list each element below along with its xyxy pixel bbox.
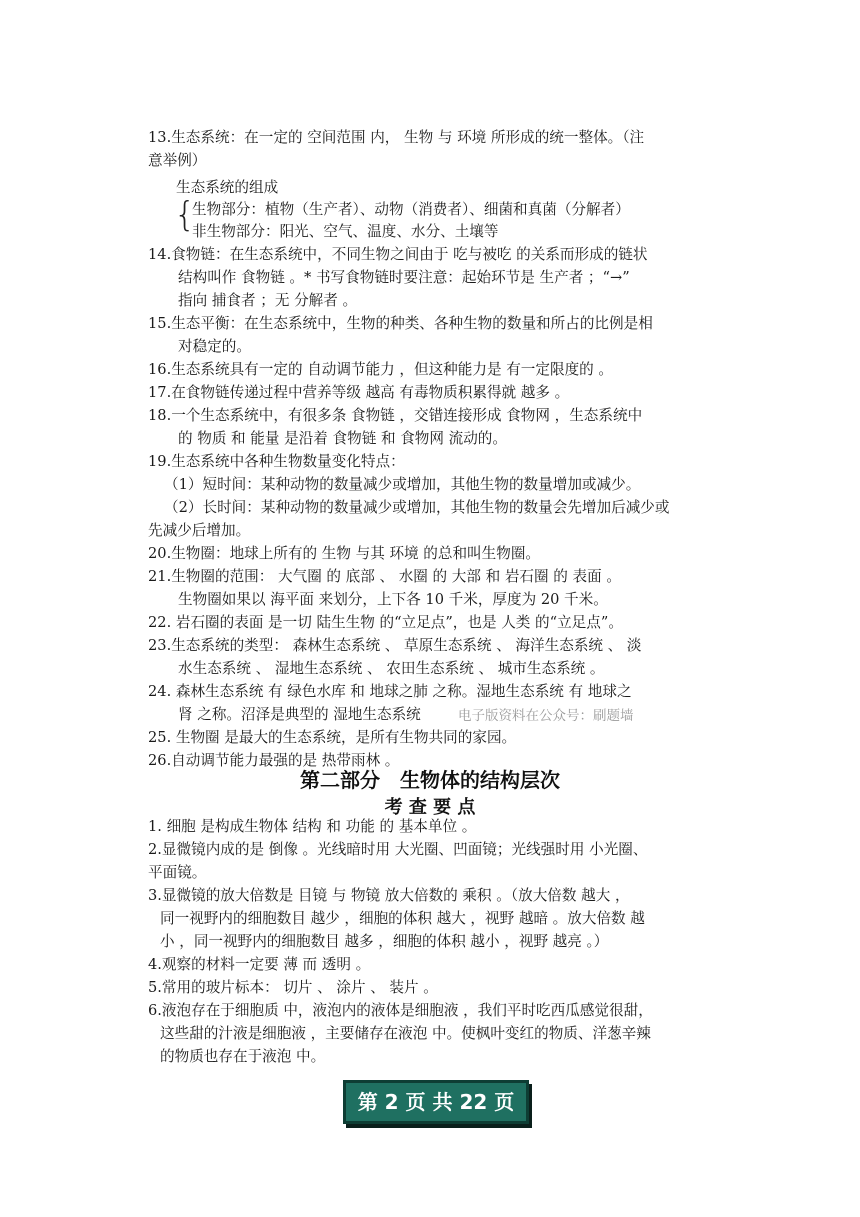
p2-item-3-cont2: 小 ，同一视野内的细胞数目 越多 ，细胞的体积 越小 ，视野 越亮 。） xyxy=(160,933,609,950)
p2-item-3-cont1: 同一视野内的细胞数目 越少 ，细胞的体积 越大 ，视野 越暗 。放大倍数 越 xyxy=(160,910,645,927)
p2-item-3: 3.显微镜的放大倍数是 目镜 与 物镜 放大倍数的 乘积 。（放大倍数 越大 ， xyxy=(148,887,630,904)
item-15: 15.生态平衡：在生态系统中，生物的种类、各种生物的数量和所占的比例是相 xyxy=(148,315,653,332)
item-25: 25. 生物圈 是最大的生态系统，是所有生物共同的家园。 xyxy=(148,729,517,746)
item-21-cont: 生物圈如果以 海平面 来划分，上下各 10 千米，厚度为 20 千米。 xyxy=(178,591,608,608)
p2-item-5: 5.常用的玻片标本： 切片 、 涂片 、 装片 。 xyxy=(148,979,438,996)
p2-item-2-cont: 平面镜。 xyxy=(148,864,207,881)
part2-subtitle: 考 查 要 点 xyxy=(384,797,476,818)
item-16: 16.生态系统具有一定的 自动调节能力 ，但这种能力是 有一定限度的 。 xyxy=(148,361,613,378)
abiotic-part: 非生物部分：阳光、空气、温度、水分、土壤等 xyxy=(192,223,499,240)
page-number-badge: 第 2 页 共 22 页 xyxy=(343,1080,529,1124)
biotic-part: 生物部分：植物（生产者）、动物（消费者）、细菌和真菌（分解者） xyxy=(192,201,630,218)
watermark-text: 电子版资料在公众号：刷题墙 xyxy=(458,708,634,724)
p2-item-6-cont1: 这些甜的汁液是细胞液 ，主要储存在液泡 中。使枫叶变红的物质、洋葱辛辣 xyxy=(160,1025,651,1042)
item-26: 26.自动调节能力最强的是 热带雨林 。 xyxy=(148,752,400,769)
item-17: 17.在食物链传递过程中营养等级 越高 有毒物质积累得就 越多 。 xyxy=(148,384,570,401)
item-18-cont: 的 物质 和 能量 是沿着 食物链 和 食物网 流动的。 xyxy=(178,430,507,447)
item-23: 23.生态系统的类型： 森林生态系统 、 草原生态系统 、 海洋生态系统 、 淡 xyxy=(148,637,642,654)
item-13-cont: 意举例） xyxy=(148,152,207,169)
item-18: 18.一个生态系统中，有很多条 食物链 ，交错连接形成 食物网 ，生态系统中 xyxy=(148,407,643,424)
ecosystem-composition-heading: 生态系统的组成 xyxy=(176,179,279,196)
item-14-cont1: 结构叫作 食物链 。* 书写食物链时要注意：起始环节是 生产者 ；“→” xyxy=(178,269,630,286)
item-19-long-term-cont: 先减少后增加。 xyxy=(148,522,251,539)
p2-item-4: 4.观察的材料一定要 薄 而 透明 。 xyxy=(148,956,371,973)
item-14-cont2: 指向 捕食者 ；无 分解者 。 xyxy=(178,292,358,309)
brace-icon: { xyxy=(174,195,196,235)
item-21: 21.生物圈的范围： 大气圈 的 底部 、 水圈 的 大部 和 岩石圈 的 表面 。 xyxy=(148,568,621,585)
item-19-short-term: （1）短时间：某种动物的数量减少或增加，其他生物的数量增加或减少。 xyxy=(164,476,641,493)
item-19-long-term: （2）长时间：某种动物的数量减少或增加，其他生物的数量会先增加后减少或 xyxy=(164,499,670,516)
part2-title: 第二部分 生物体的结构层次 xyxy=(300,768,560,792)
p2-item-6: 6.液泡存在于细胞质 中，液泡内的液体是细胞液 ，我们平时吃西瓜感觉很甜， xyxy=(148,1002,653,1019)
item-23-cont: 水生态系统 、 湿地生态系统 、 农田生态系统 、 城市生态系统 。 xyxy=(178,660,605,677)
p2-item-1: 1. 细胞 是构成生物体 结构 和 功能 的 基本单位 。 xyxy=(148,818,477,835)
item-15-cont: 对稳定的。 xyxy=(178,338,251,355)
item-20: 20.生物圈：地球上所有的 生物 与其 环境 的总和叫生物圈。 xyxy=(148,545,541,562)
item-24-cont: 肾 之称。沼泽是典型的 湿地生态系统 xyxy=(178,706,421,723)
item-14: 14.食物链：在生态系统中，不同生物之间由于 吃与被吃 的关系而形成的链状 xyxy=(148,246,648,263)
p2-item-2: 2.显微镜内成的是 倒像 。光线暗时用 大光圈、凹面镜；光线强时用 小光圈、 xyxy=(148,841,648,858)
item-13: 13.生态系统：在一定的 空间范围 内， 生物 与 环境 所形成的统一整体。（注 xyxy=(148,129,645,146)
p2-item-6-cont2: 的物质也存在于液泡 中。 xyxy=(160,1048,326,1065)
item-24: 24. 森林生态系统 有 绿色水库 和 地球之肺 之称。湿地生态系统 有 地球之 xyxy=(148,683,632,700)
item-22: 22. 岩石圈的表面 是一切 陆生生物 的“立足点”，也是 人类 的“立足点”。 xyxy=(148,614,623,631)
item-19: 19.生态系统中各种生物数量变化特点： xyxy=(148,453,405,470)
